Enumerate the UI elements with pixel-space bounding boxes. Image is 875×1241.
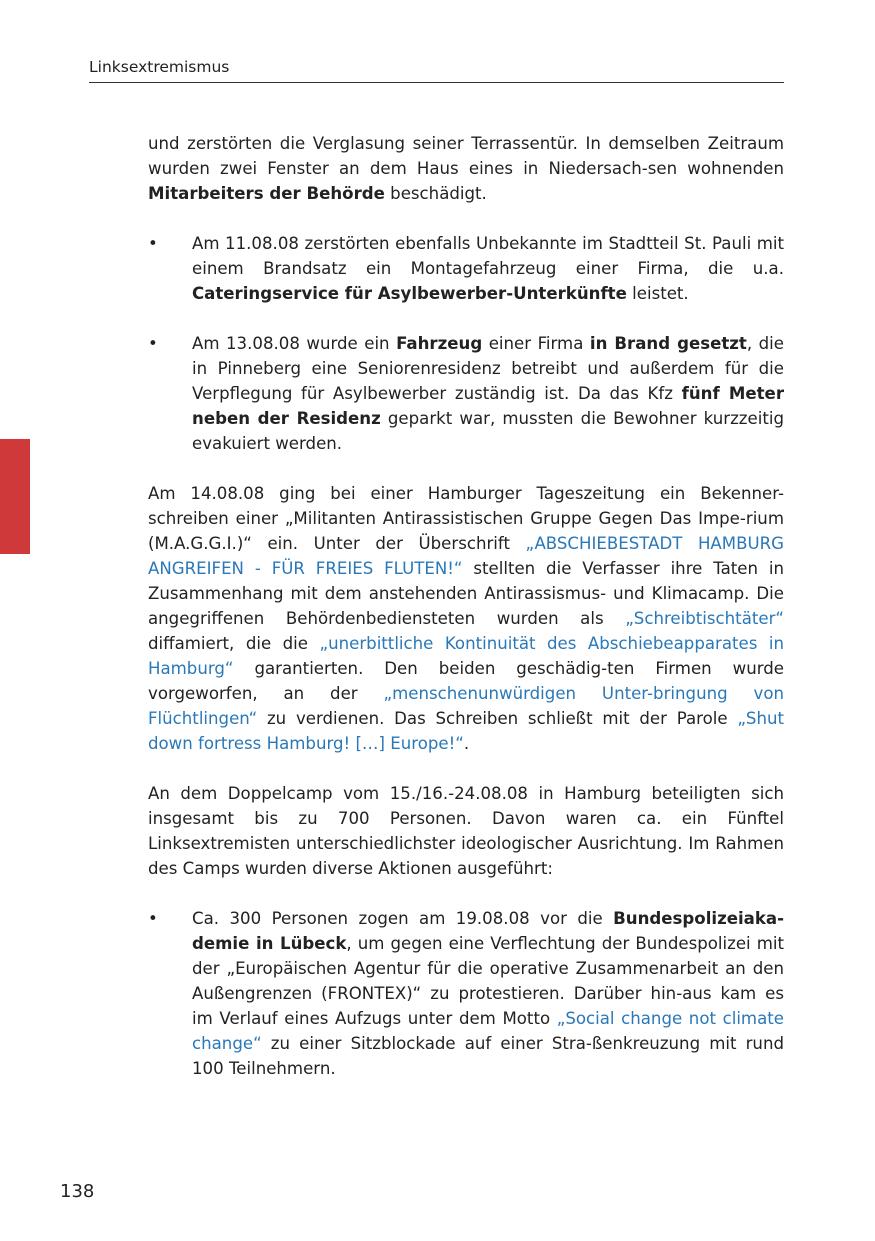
quote-highlight: „Shut down fortress Hamburg! […] Europe!“	[148, 709, 784, 753]
chapter-color-tab	[0, 439, 30, 554]
bullet-icon: •	[148, 234, 158, 253]
quote-highlight: „unerbittliche Kontinuität des Abschiebeapparates in Hamburg“	[148, 634, 784, 678]
page-number: 138	[60, 1181, 95, 1202]
bullet-icon: •	[148, 909, 158, 928]
bullet-item: • Ca. 300 Personen zogen am 19.08.08 vor die Bundespolizeiaka-demie in Lübeck, um gegen eine Verflechtung der Bundespolizei mit der „Europäischen Agentur für die operative Zusammenarbeit an den Außengrenzen (FRONTEX)“ zu protestieren. Darüber hin-aus kam es im Verlauf eines Aufzugs unter dem Motto „Social change not climate change“ zu einer Sitzblockade auf einer Stra-ßenkreuzung mit rund 100 Teilnehmern.	[148, 906, 784, 1081]
bullet-icon: •	[148, 334, 158, 353]
page-body	[148, 131, 784, 1106]
bullet-item: • Am 11.08.08 zerstörten ebenfalls Unbekannte im Stadtteil St. Pauli mit einem Brandsatz ein Montagefahrzeug einer Firma, die u.a. Cateringservice für Asylbewerber-Unterkünfte leistet.	[148, 231, 784, 306]
paragraph-continuation: und zerstörten die Verglasung seiner Terrassentür. In demselben Zeitraum wurden zwei Fenster an dem Haus eines in Niedersach-sen wohnenden Mitarbeiters der Behörde beschädigt.	[148, 134, 784, 203]
header-rule	[89, 82, 784, 83]
running-header: Linksextremismus	[89, 58, 230, 76]
quote-highlight: „menschenunwürdigen Unter-bringung von Flüchtlingen“	[148, 684, 784, 728]
bullet-item: • Am 13.08.08 wurde ein Fahrzeug einer Firma in Brand gesetzt, die in Pinneberg eine Seniorenresidenz betreibt und außerdem für die Verpflegung für Asylbewerber zuständig ist. Da das Kfz fünf Meter neben der Residenz geparkt war, mussten die Bewohner kurzzeitig evakuiert werden.	[148, 331, 784, 456]
paragraph-doppelcamp: An dem Doppelcamp vom 15./16.-24.08.08 in Hamburg beteiligten sich insgesamt bis zu 700 Personen. Davon waren ca. ein Fünftel Linksextremisten unterschiedlichster ideologischer Ausrichtung. Im Rahmen des Camps wurden diverse Aktionen ausgeführt:	[148, 784, 784, 878]
quote-highlight: „ABSCHIEBESTADT HAMBURG ANGREIFEN - FÜR FREIES FLUTEN!“	[148, 534, 785, 578]
paragraph-bekennerschreiben: Am 14.08.08 ging bei einer Hamburger Tageszeitung ein Bekenner-schreiben einer „Militanten Antirassistischen Gruppe Gegen Das Impe-rium (M.A.G.G.I.)“ ein. Unter der Überschrift „ABSCHIEBESTADT HAMBURG ANGREIFEN - FÜR FREIES FLUTEN!“ stellten die Verfasser ihre Taten in Zusammenhang mit dem anstehenden Antirassismus- und Klimacamp. Die angegriffenen Behördenbediensteten wurden als „Schreibtischtäter“ diffamiert, die die „unerbittliche Kontinuität des Abschiebeapparates in Hamburg“ garantierten. Den beiden geschädig-ten Firmen wurde vorgeworfen, an der „menschenunwürdigen Unter-bringung von Flüchtlingen“ zu verdienen. Das Schreiben schließt mit der Parole „Shut down fortress Hamburg! […] Europe!“.	[148, 484, 785, 753]
quote-highlight: „Social change not climate change“	[192, 1009, 784, 1053]
quote-highlight: „Schreibtischtäter“	[625, 609, 784, 628]
